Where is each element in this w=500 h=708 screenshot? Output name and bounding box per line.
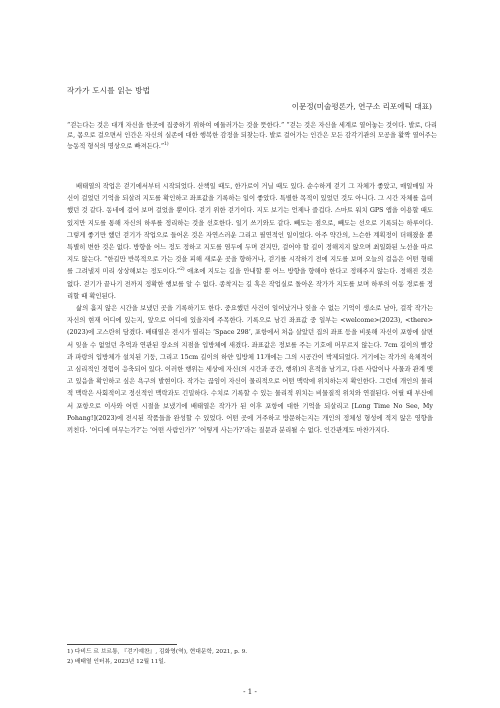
footnote: 1) 다비드 르 브르통, 『걷기예찬』, 김화영(역), 현대문학, 2021, p. 9. xyxy=(67,649,248,655)
author-line: 이문정(미술평론가, 연구소 리포에틱 대표) xyxy=(291,102,432,111)
footnote-divider xyxy=(67,644,177,645)
epigraph-quote xyxy=(67,121,437,152)
paragraph-text: 삶의 흘지 않은 시간을 보냈던 곳을 기록하기도 한다. 중요했던 사건이 일어났거나 잊을 수 없는 기억이 생소로 남아, 걸작 작가는 자신의 현재 어디에 있는지, 앞으로 어디에 있을지에 주목한다. 기록으로 남긴 좌표값 중 일부는 <welcome>(2023), <there>(2023)에 고스란히 담겼다. 배태열은 전시가 열리는 ‘Space 298’, 포항에서 처음 살았던 집의 좌표 등을 비롯해 자신이 포항에 살면서 잊을 수 없었던 추억과 연관된 장소의 지점을 입방체에 새겼다. 좌표값은 정보를 주는 기호에 머무르지 않는다. 7cm 길이의 빨강과 파랑의 입방체가 설치된 기둥, 그리고 15cm 길이의 하얀 입방체 11개에는 그의 시공간이 박제되었다. 거기에는 작가의 육체적이고 심리적인 경험이 응축되어 있다. 이러한 행위는 세상에 자신(의 시간과 공간, 행위)의 흔적을 남기고, 다른 사람이나 사물과 관계 맺고 있음을 확인하고 싶은 욕구의 발현이다. 작가는 끊임이 자신이 물리적으로 어떤 맥락에 위치하는지 확인한다. 그런데 개인의 물리적 맥락은 사회적이고 정신적인 맥락과도 긴밀하다. 수치로 기록할 수 있는 물리적 위치는 비물질적 위치와 연결된다. 어릴 때 부산에서 포항으로 이사와 어린 시절을 보냈기에 배태열은 작가가 된 이후 포항에 대한 기억을 되살리고 [Long Time No See, My Pohang!](2023)에 전시된 작품들을 완성할 수 있었다. 어떤 곳에 거주하고 방문하는지는 개인의 정체성 형성에 적지 않은 영향을 끼친다. ‘어디에 머무는가?’는 ‘어떤 사람인가?’ ‘어떻게 사는가?’라는 질문과 분리될 수 없다. 인간관계도 마찬가지다. xyxy=(67,305,433,435)
paragraph xyxy=(67,303,433,437)
footnotes xyxy=(67,648,437,667)
footnote-mark: 2) xyxy=(180,267,185,273)
paragraph-text-tail: 애초에 지도는 길을 안내할 뿐 어느 방향을 향해야 한다고 정해주지 않는다. 정해진 것은 없다. 걷기가 끝나기 전까지 정확한 행보를 알 수 없다. 종착지는 길 혹은 작업실로 돌아온 작가가 지도를 보며 하루의 이동 경로를 정리할 때 확인된다. xyxy=(67,268,433,300)
paragraph xyxy=(67,181,433,303)
paragraph-text: 배태열의 작업은 걷기에서부터 시작되었다. 산책일 때도, 한가로이 거닐 때도 있다. 순수하게 걷기 그 자체가 좋았고, 매일매일 자신이 걸었던 기억을 되살려 지도를 확인하고 좌표값을 기록하는 일이 좋았다. 특별한 목적이 있었던 것도 아니다. 그 시간 자체를 음미했던 것 같다. 동네에 걸어 보며 걸었을 뿐이다. 걷기 위한 걷기이다. 지도 보기는 언제나 즐겁다. 스마트 워치 GPS 앱을 이용할 때도 있지만 지도를 통해 자신의 하루를 정리하는 것을 선호한다. 일기 쓰기와도 같다. 빼도는 점으로, 빼도는 선으로 기록되는 하루이다. 그렇게 좋기만 했던 걷기가 작업으로 들어온 것은 자연스러운 그리고 필연적인 일이었다. 아주 약간의, 느슨한 계획정이 더해졌을 뿐 특별히 변한 것은 없다. 방향을 어느 정도 정하고 지도를 염두에 두며 걷지만, 걸어야 할 길이 정해지지 않으며 최일화된 노선을 따르지도 않는다. “한길만 반복적으로 가는 것을 피해 새로운 곳을 향하거나, 걷기를 시작하기 전에 지도를 보며 오늘의 걸음은 어떤 형태를 그려낼지 미리 상상해보는 정도이다.” xyxy=(67,183,433,276)
body-text xyxy=(67,181,433,437)
page-number: - 1 - xyxy=(243,688,257,696)
footnote-mark: 1) xyxy=(164,141,169,147)
footnote: 2) 배태열 인터뷰, 2023년 12월 11일. xyxy=(67,658,166,665)
document-title: 작가가 도시를 읽는 방법 xyxy=(67,86,151,95)
epigraph-text: “걷는다는 것은 대개 자신을 한곳에 집중하기 위하여 에둘러가는 것을 뜻한다.” “걷는 것은 자신을 세계로 열어놓는 것이다. 발로, 다리로, 몸으로 걸으면서 인간은 자신의 실존에 대한 행복한 감정을 되찾는다. 발로 걸어가는 인간은 모든 감각기관의 모공을 활짝 열어주는 능동적 형식의 명상으로 빠져든다.” xyxy=(67,122,437,150)
